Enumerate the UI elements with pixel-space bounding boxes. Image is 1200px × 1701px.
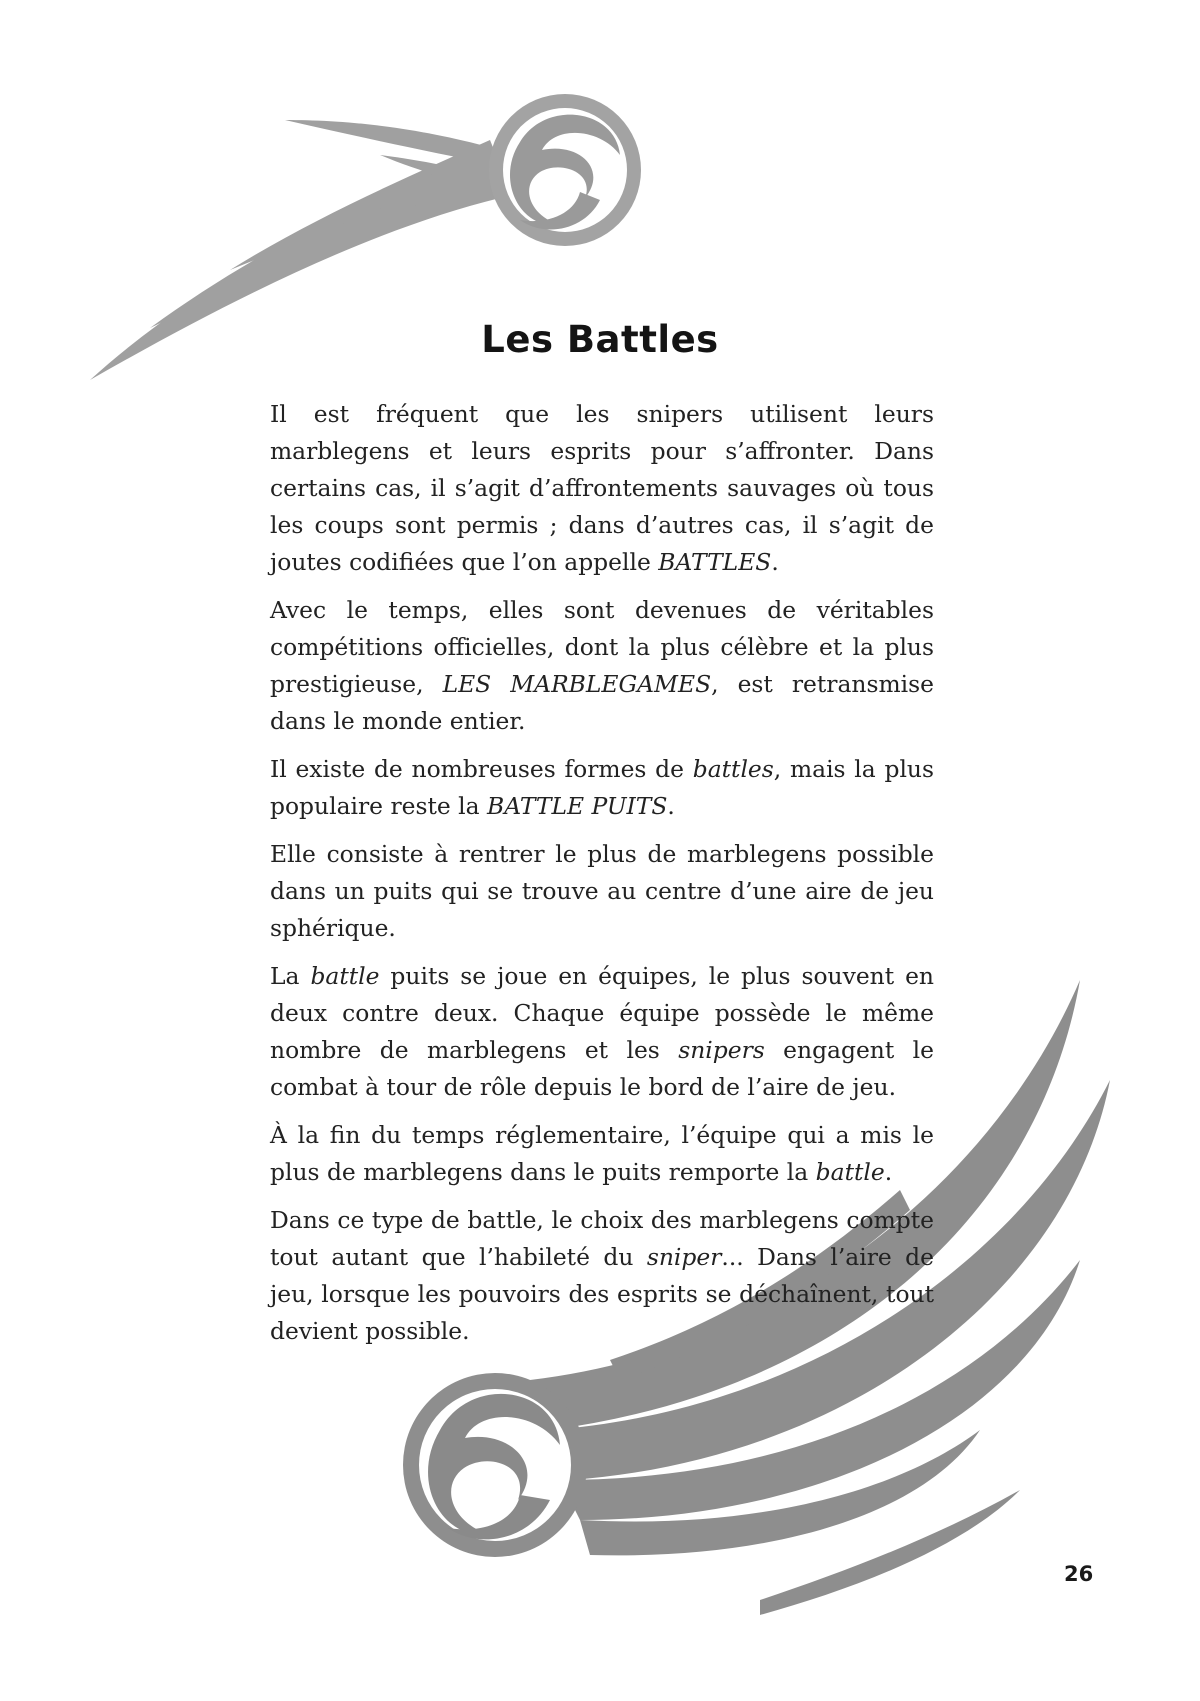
text-segment: ... Dans l’aire de jeu, lorsque les pouvoirs des esprits se déchaînent, tout devient possible. xyxy=(270,1243,934,1345)
text-segment: Elle consiste à rentrer le plus de marblegens possible dans un puits qui se trouve au centre d’une aire de jeu sphérique. xyxy=(270,840,934,942)
text-segment: À la fin du temps réglementaire, l’équipe qui a mis le plus de marblegens dans le puits remporte la xyxy=(270,1121,934,1186)
text-segment: Avec le temps, elles sont devenues de véritables compétitions officielles, dont la plus célèbre et la plus prestigieuse, xyxy=(270,596,934,698)
text-segment: engagent le combat à tour de rôle depuis le bord de l’aire de jeu. xyxy=(270,1036,934,1101)
text-segment: . xyxy=(884,1158,893,1186)
page-number: 26 xyxy=(1064,1562,1094,1586)
paragraph xyxy=(270,396,934,581)
emphasis-text: snipers xyxy=(678,1036,765,1064)
body-text xyxy=(270,396,934,1361)
emphasis-text: battle xyxy=(815,1158,885,1186)
text-segment: . xyxy=(667,792,675,820)
emphasis-text: LES MARBLEGAMES xyxy=(442,670,712,698)
emphasis-text: BATTLE PUITS xyxy=(487,792,668,820)
text-segment: puits se joue en équipes, le plus souvent en deux contre deux. Chaque équipe possède le même nombre de marblegens et les xyxy=(270,962,934,1064)
text-segment: . xyxy=(771,548,779,576)
paragraph xyxy=(270,836,934,947)
emphasis-text: sniper xyxy=(646,1243,722,1271)
text-segment: , est retransmise dans le monde entier. xyxy=(270,670,934,735)
text-segment: , mais la plus populaire reste la xyxy=(270,755,934,820)
marble xyxy=(489,94,641,246)
text-segment: Dans ce type de battle, le choix des marblegens compte tout autant que l’habileté du xyxy=(270,1206,934,1271)
emphasis-text: battle xyxy=(310,962,380,990)
paragraph xyxy=(270,1117,934,1191)
text-segment: La xyxy=(270,962,311,990)
paragraph xyxy=(270,1202,934,1350)
emphasis-text: BATTLES xyxy=(658,548,772,576)
paragraph xyxy=(270,751,934,825)
marble xyxy=(403,1373,587,1557)
emphasis-text: battles xyxy=(692,755,774,783)
paragraph xyxy=(270,592,934,740)
page-title: Les Battles xyxy=(481,318,719,361)
paragraph xyxy=(270,958,934,1106)
text-segment: Il est fréquent que les snipers utilisent leurs marblegens et leurs esprits pour s’affronter. Dans certains cas, il s’agit d’affrontements sauvages où tous les coups sont permis ; dans d’autres cas, il s’agit de joutes codifiées que l’on appelle xyxy=(270,400,934,576)
text-segment: Il existe de nombreuses formes de xyxy=(270,755,693,783)
